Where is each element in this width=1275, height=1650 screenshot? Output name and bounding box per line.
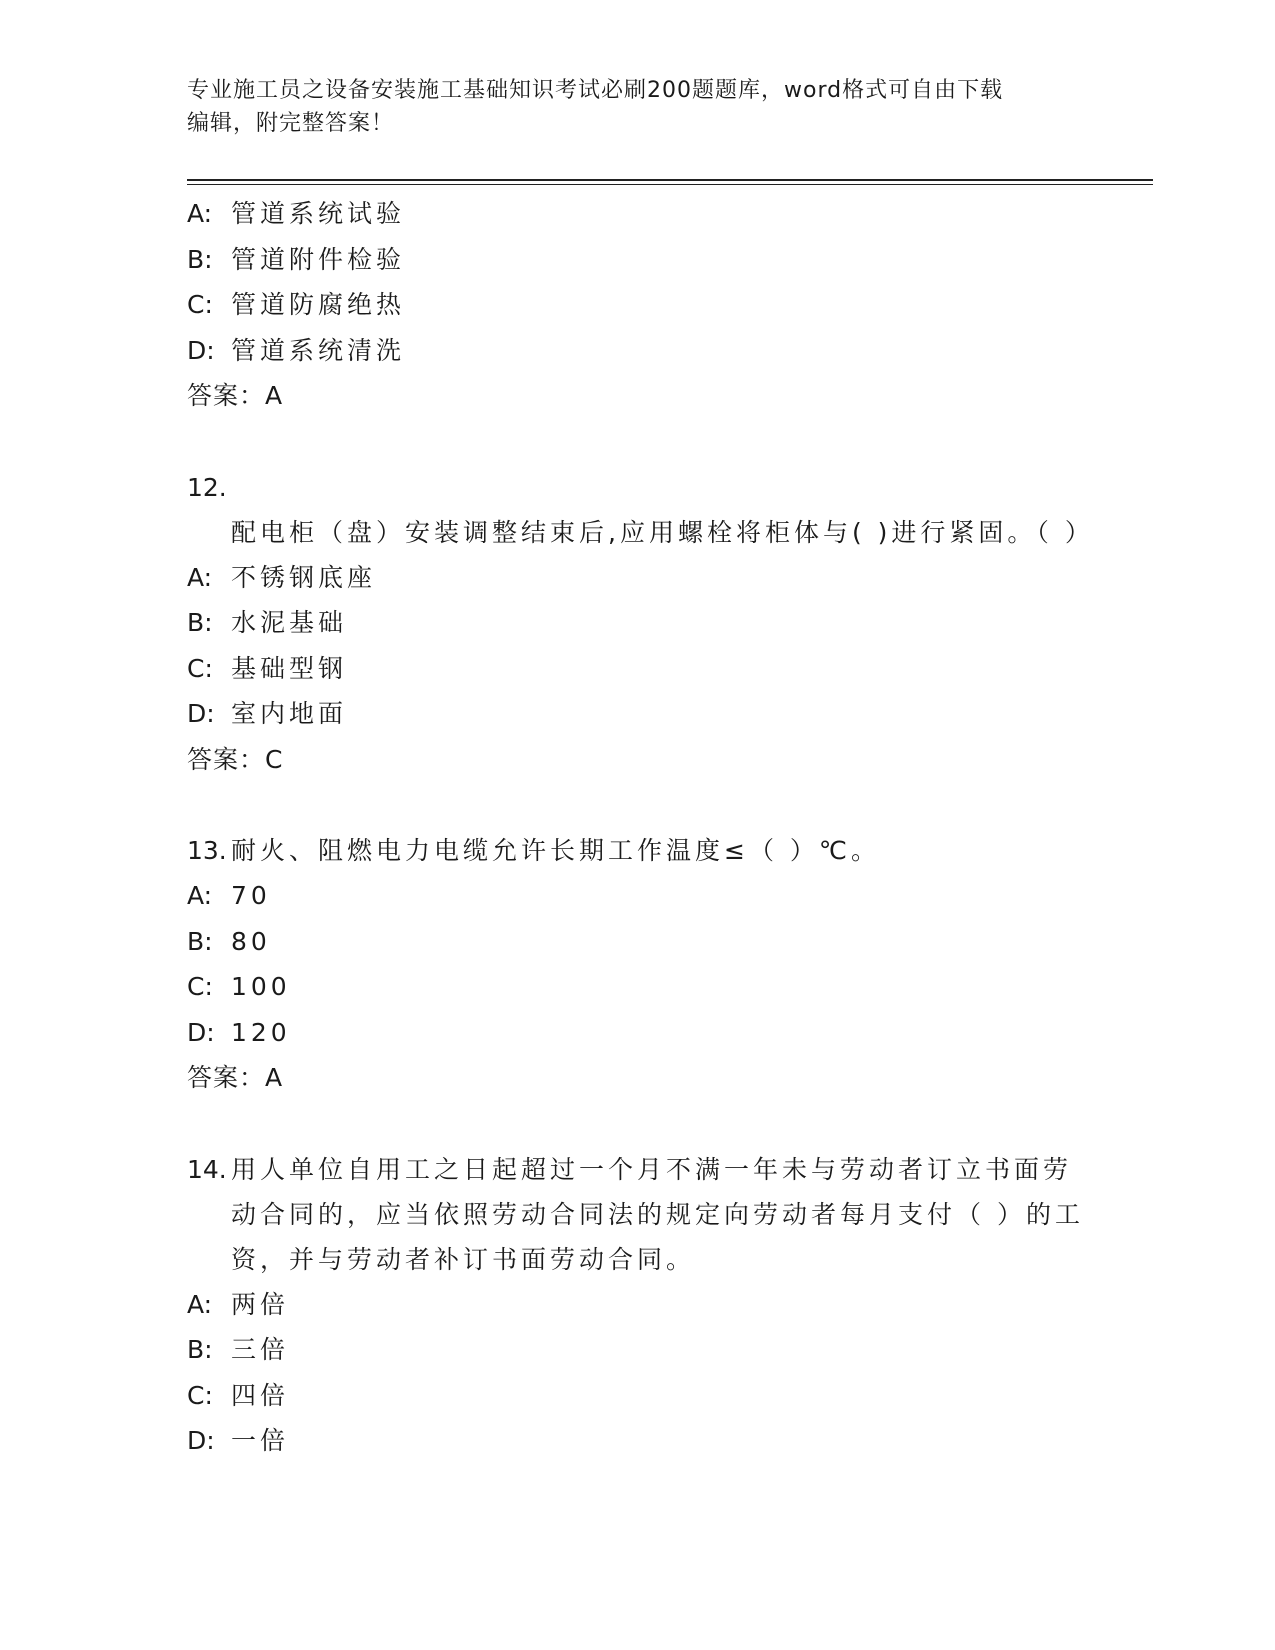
question-14 — [187, 1147, 1087, 1282]
option-key: B: — [187, 926, 213, 956]
option-b — [187, 919, 1087, 965]
header-divider-bottom — [187, 184, 1153, 185]
option-text: 管道附件检验 — [231, 244, 406, 274]
question-number: 13. — [187, 836, 227, 865]
option-a — [187, 1282, 1087, 1328]
question-stem — [187, 465, 1094, 555]
option-c — [187, 964, 1087, 1010]
question-11-continued — [187, 191, 1087, 419]
option-text: 管道防腐绝热 — [231, 290, 406, 319]
option-key: A: — [187, 1289, 213, 1319]
option-key: C: — [187, 290, 213, 319]
option-d — [187, 1418, 1087, 1464]
option-text: 不锈钢底座 — [231, 562, 377, 592]
option-a — [187, 873, 1087, 919]
question-text: 用人单位自用工之日起超过一个月不满一年未与劳动者订立书面劳动合同的，应当依照劳动合同法的规定向劳动者每月支付（ ）的工资，并与劳动者补订书面劳动合同。 — [231, 1154, 1084, 1274]
option-key: B: — [187, 608, 213, 637]
option-text: 管道系统试验 — [231, 199, 406, 228]
option-c — [187, 1373, 1087, 1419]
option-key: D: — [187, 335, 215, 365]
header-title-line-1: 专业施工员之设备安装施工基础知识考试必刷200题题库，word格式可自由下载 — [187, 78, 1004, 103]
option-key: C: — [187, 972, 213, 1001]
option-b — [187, 237, 1087, 283]
option-text: 100 — [231, 972, 291, 1001]
option-key: B: — [187, 1335, 213, 1364]
option-a — [187, 191, 1087, 237]
option-text: 四倍 — [231, 1380, 290, 1410]
question-number: 12. — [187, 472, 227, 502]
option-key: A: — [187, 562, 213, 592]
option-text: 管道系统清洗 — [231, 335, 406, 365]
option-key: D: — [187, 1017, 215, 1047]
option-d — [187, 1010, 1087, 1056]
question-stem — [187, 1147, 1087, 1282]
option-text: 室内地面 — [231, 699, 348, 728]
header-divider-top — [187, 179, 1153, 181]
answer-line: 答案：A — [187, 381, 284, 410]
question-stem — [187, 828, 1087, 873]
option-key: C: — [187, 1380, 213, 1410]
option-text: 一倍 — [231, 1426, 290, 1455]
answer-line: 答案：C — [187, 744, 284, 774]
option-d — [187, 691, 1087, 737]
option-text: 两倍 — [231, 1289, 290, 1319]
option-text: 120 — [231, 1017, 291, 1047]
question-text: 耐火、阻燃电力电缆允许长期工作温度≤（ ）℃。 — [231, 836, 880, 865]
question-text: 配电柜（盘）安装调整结束后,应用螺栓将柜体与( )进行紧固。（ ） — [231, 517, 1094, 547]
question-13 — [187, 828, 1087, 873]
option-text: 三倍 — [231, 1335, 290, 1364]
option-text: 水泥基础 — [231, 608, 348, 637]
option-text: 80 — [231, 926, 271, 956]
option-key: B: — [187, 244, 213, 274]
option-key: A: — [187, 881, 213, 910]
option-c — [187, 646, 1087, 692]
option-key: D: — [187, 1426, 215, 1455]
option-text: 70 — [231, 881, 271, 910]
option-text: 基础型钢 — [231, 653, 348, 683]
option-b — [187, 1327, 1087, 1373]
option-c — [187, 282, 1087, 328]
option-key: D: — [187, 699, 215, 728]
question-list — [187, 191, 1094, 1464]
header-title-line-2: 编辑，附完整答案！ — [187, 111, 395, 136]
option-a — [187, 555, 1087, 601]
option-key: C: — [187, 653, 213, 683]
answer-line: 答案：A — [187, 1063, 284, 1092]
question-number: 14. — [187, 1154, 227, 1184]
page-header — [187, 74, 1087, 140]
question-12 — [187, 465, 1094, 555]
option-b — [187, 600, 1087, 646]
option-key: A: — [187, 199, 213, 228]
option-d — [187, 328, 1087, 374]
